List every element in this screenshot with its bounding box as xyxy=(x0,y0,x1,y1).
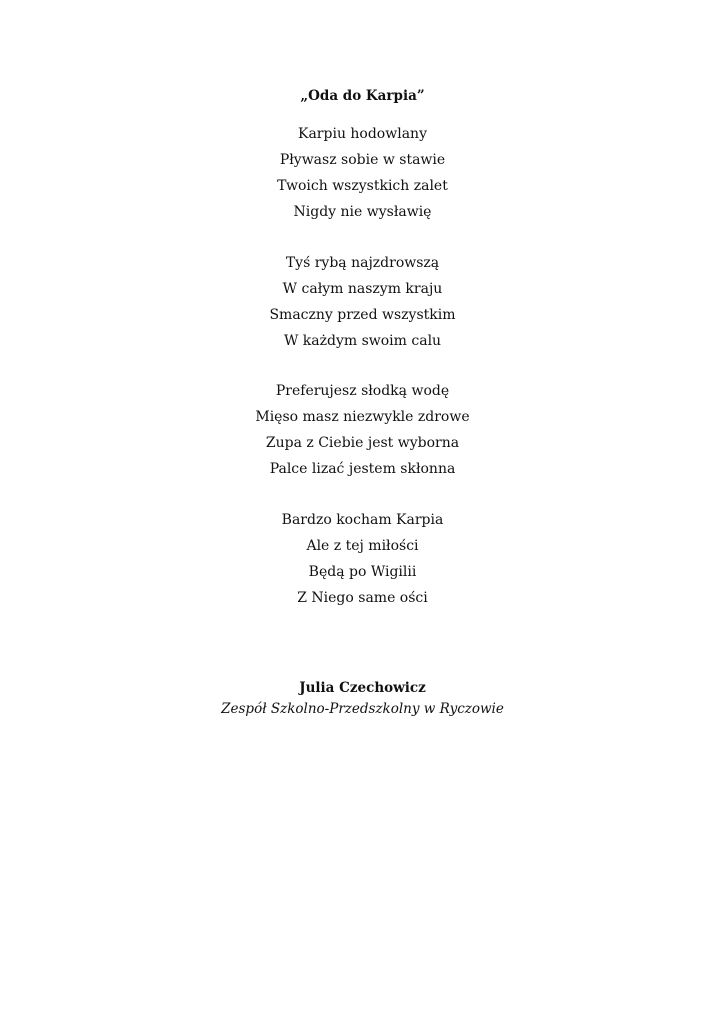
stanza-4 xyxy=(0,507,725,611)
poem-line: Twoich wszystkich zalet xyxy=(277,178,448,194)
poem-line: W całym naszym kraju xyxy=(282,281,443,297)
poem-line: Tyś rybą najzdrowszą xyxy=(285,255,440,271)
poem-line: Ale z tej miłości xyxy=(306,538,419,554)
poem-line: Z Niego same ości xyxy=(297,590,428,606)
poem-line: W każdym swoim calu xyxy=(283,333,442,349)
poem-line: Smaczny przed wszystkim xyxy=(269,307,456,323)
stanza-2 xyxy=(0,250,725,354)
poem-line: Będą po Wigilii xyxy=(308,564,417,580)
poem-title: „Oda do Karpia” xyxy=(300,88,425,104)
poem-line: Nigdy nie wysławię xyxy=(293,204,432,220)
stanza-3 xyxy=(0,378,725,482)
poem-line: Preferujesz słodką wodę xyxy=(275,383,450,399)
poem-line: Zupa z Ciebie jest wyborna xyxy=(265,435,460,451)
poem-line: Karpiu hodowlany xyxy=(298,126,427,142)
poem-line: Palce lizać jestem skłonna xyxy=(269,461,456,477)
author-name: Julia Czechowicz xyxy=(299,680,426,696)
stanza-1 xyxy=(0,121,725,225)
school-name: Zespół Szkolno-Przedszkolny w Ryczowie xyxy=(221,701,504,717)
poem-line: Pływasz sobie w stawie xyxy=(279,152,446,168)
poem-line: Bardzo kocham Karpia xyxy=(281,512,444,528)
poem-line: Mięso masz niezwykle zdrowe xyxy=(255,409,470,425)
